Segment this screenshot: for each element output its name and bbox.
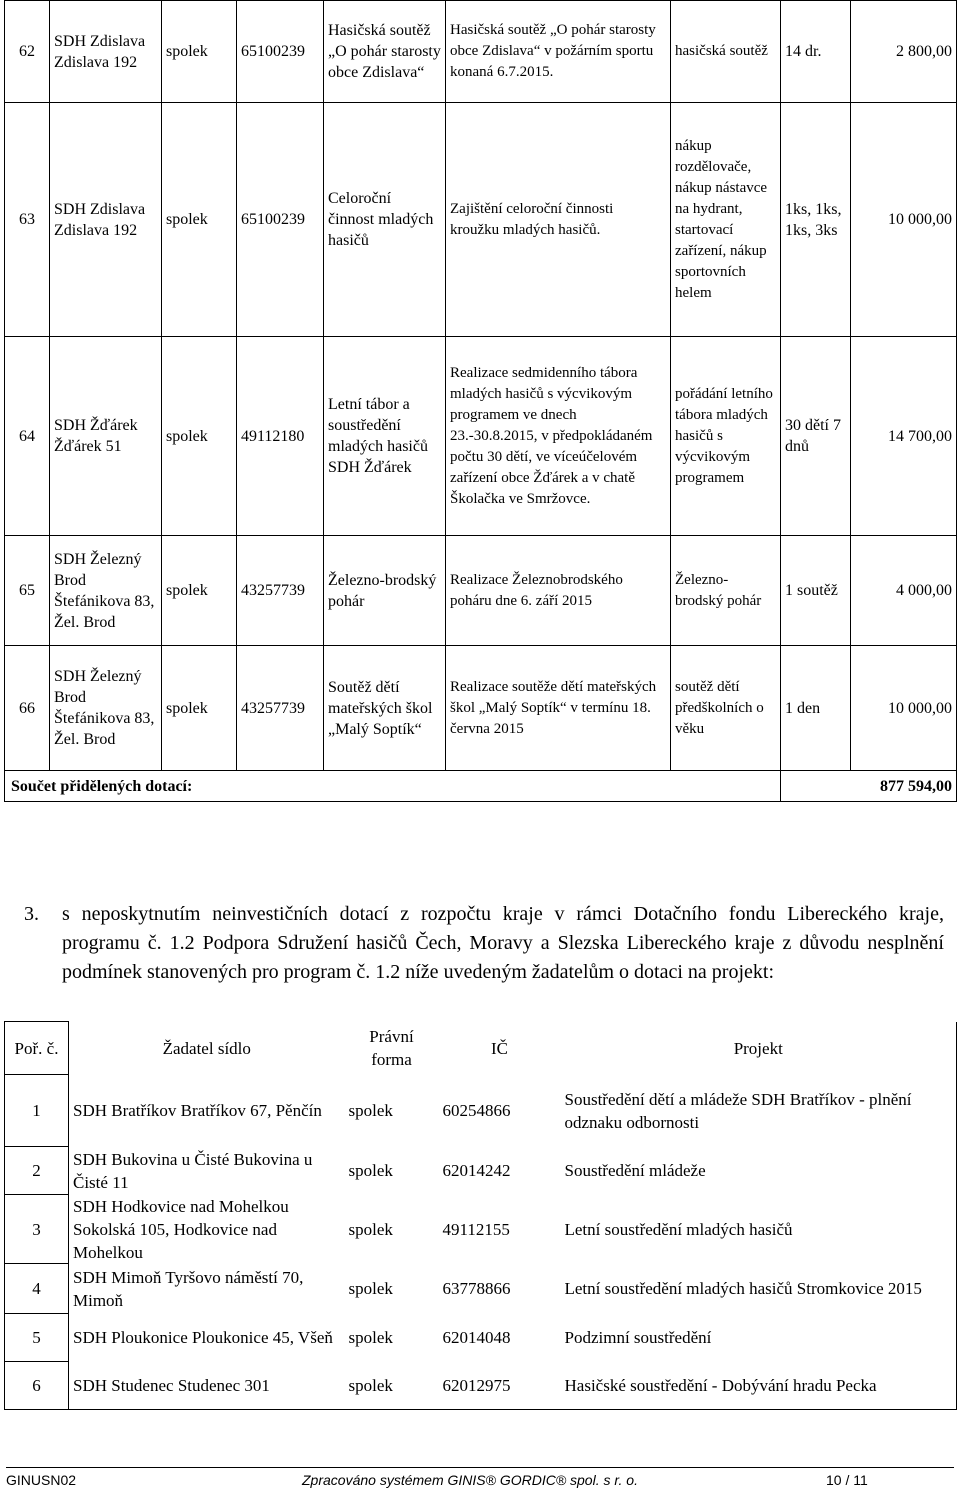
cell-ic: 65100239 bbox=[237, 103, 324, 337]
rejected-cell-form: spolek bbox=[348, 1279, 393, 1298]
table-row bbox=[5, 337, 957, 536]
cell-project: Soutěž dětí mateřských škol „Malý Soptík“ bbox=[324, 646, 446, 771]
section-text: s neposkytnutím neinvestičních dotací z rozpočtu kraje v rámci Dotačního fondu Libereckého kraje, programu č. 1.2 Podpora Sdružení hasičů Čech, Moravy a Slezska Libereckého kraje z důvodu nesplnění podmínek stanovených pro program č. 1.2 níže uvedeným žadatelům o dotaci na projekt: bbox=[62, 903, 944, 983]
cell-form: spolek bbox=[162, 646, 237, 771]
cell-form: spolek bbox=[162, 536, 237, 646]
rejected-cell-no: 2 bbox=[5, 1147, 69, 1195]
list-item bbox=[5, 1314, 957, 1362]
cell-ic: 43257739 bbox=[237, 536, 324, 646]
cell-no: 63 bbox=[5, 103, 50, 337]
list-item bbox=[5, 1264, 957, 1314]
total-row bbox=[5, 771, 957, 802]
cell-project: Celoroční činnost mladých hasičů bbox=[324, 103, 446, 337]
rejected-cell-applicant: SDH Hodkovice nad Mohelkou Sokolská 105, Hodkovice nad Mohelkou bbox=[73, 1196, 289, 1262]
cell-applicant: SDH Zdislava Zdislava 192 bbox=[50, 1, 162, 103]
cell-activity: soutěž dětí předškolních o věku bbox=[671, 646, 781, 771]
cell-form: spolek bbox=[162, 337, 237, 536]
rejected-cell-applicant: SDH Studenec Studenec 301 bbox=[69, 1362, 345, 1410]
grants-table bbox=[4, 0, 957, 802]
rejected-cell-form: spolek bbox=[345, 1362, 439, 1410]
rejected-cell-applicant: SDH Ploukonice Ploukonice 45, Všeň bbox=[73, 1328, 333, 1347]
footer-processed: Zpracováno systémem GINIS® GORDIC® spol. s r. o. bbox=[302, 1472, 638, 1488]
cell-amount: 1 soutěž bbox=[781, 536, 851, 646]
rejected-cell-form: spolek bbox=[348, 1219, 393, 1239]
cell-applicant: SDH Železný Brod Štefánikova 83, Žel. Brod bbox=[50, 536, 162, 646]
table-row bbox=[5, 1, 957, 103]
cell-applicant: SDH Železný Brod Štefánikova 83, Žel. Brod bbox=[50, 646, 162, 771]
rejected-cell-applicant: SDH Bratříkov Bratříkov 67, Pěnčín bbox=[73, 1101, 322, 1120]
rejected-cell-form: spolek bbox=[348, 1161, 393, 1180]
cell-no: 62 bbox=[5, 1, 50, 103]
cell-sum: 2 800,00 bbox=[851, 1, 957, 103]
total-value: 877 594,00 bbox=[781, 771, 957, 802]
rejected-cell-project: Letní soustředění mladých hasičů Stromkovice 2015 bbox=[561, 1264, 957, 1314]
cell-project: Hasičská soutěž „O pohár starosty obce Zdislava“ bbox=[324, 1, 446, 103]
rejected-cell-ic: 63778866 bbox=[442, 1279, 511, 1298]
cell-sum: 4 000,00 bbox=[851, 536, 957, 646]
header-project: Projekt bbox=[561, 1022, 957, 1075]
cell-activity: Železno-brodský pohár bbox=[671, 536, 781, 646]
header-form: Právní forma bbox=[369, 1027, 414, 1069]
footer-code: GINUSN02 bbox=[6, 1472, 77, 1488]
rejected-cell-form: spolek bbox=[348, 1328, 393, 1347]
table-row bbox=[5, 536, 957, 646]
rejected-cell-no: 6 bbox=[5, 1362, 69, 1410]
rejected-cell-project: Podzimní soustředění bbox=[561, 1314, 957, 1362]
rejected-cell-project: Soustředění mládeže bbox=[561, 1147, 957, 1195]
section-number: 3. bbox=[24, 903, 39, 925]
rejected-cell-no: 1 bbox=[5, 1075, 69, 1147]
footer-rule bbox=[6, 1467, 954, 1468]
cell-no: 66 bbox=[5, 646, 50, 771]
header-ic: IČ bbox=[491, 1038, 508, 1058]
rejected-cell-no: 5 bbox=[5, 1314, 69, 1362]
cell-sum: 10 000,00 bbox=[851, 646, 957, 771]
cell-purpose: Realizace soutěže dětí mateřských škol „Malý Soptík“ v termínu 18. června 2015 bbox=[446, 646, 671, 771]
cell-no: 65 bbox=[5, 536, 50, 646]
cell-amount: 14 dr. bbox=[781, 1, 851, 103]
list-item bbox=[5, 1147, 957, 1195]
rejected-cell-project: Hasičské soustředění - Dobývání hradu Pecka bbox=[561, 1362, 957, 1410]
list-item bbox=[5, 1362, 957, 1410]
cell-no: 64 bbox=[5, 337, 50, 536]
rejected-cell-applicant: SDH Bukovina u Čisté Bukovina u Čisté 11 bbox=[73, 1149, 313, 1192]
cell-project: Letní tábor a soustředění mladých hasičů SDH Žďárek bbox=[324, 337, 446, 536]
cell-ic: 43257739 bbox=[237, 646, 324, 771]
rejected-cell-project: Soustředění dětí a mládeže SDH Bratříkov - plnění odznaku odbornosti bbox=[561, 1075, 957, 1147]
cell-applicant: SDH Zdislava Zdislava 192 bbox=[50, 103, 162, 337]
cell-purpose: Realizace sedmidenního tábora mladých hasičů s výcvikovým programem ve dnech 23.-30.8.2015, v předpokládaném počtu 30 dětí, ve víceúčelovém zařízení obce Žďárek a v chatě Školačka ve Smržovce. bbox=[446, 337, 671, 536]
rejected-cell-project: Letní soustředění mladých hasičů bbox=[561, 1195, 957, 1264]
cell-applicant: SDH Žďárek Žďárek 51 bbox=[50, 337, 162, 536]
rejected-table bbox=[4, 1021, 957, 1410]
cell-purpose: Zajištění celoroční činnosti kroužku mladých hasičů. bbox=[446, 103, 671, 337]
table-row bbox=[5, 646, 957, 771]
cell-project: Železno-brodský pohár bbox=[324, 536, 446, 646]
cell-amount: 1ks, 1ks, 1ks, 3ks bbox=[781, 103, 851, 337]
total-label: Součet přidělených dotací: bbox=[5, 771, 781, 802]
cell-form: spolek bbox=[162, 103, 237, 337]
rejected-cell-ic: 49112155 bbox=[442, 1219, 510, 1239]
rejected-cell-no: 3 bbox=[5, 1195, 69, 1264]
cell-purpose: Realizace Železnobrodského poháru dne 6. září 2015 bbox=[446, 536, 671, 646]
rejected-cell-no: 4 bbox=[5, 1264, 69, 1314]
rejected-cell-applicant: SDH Mimoň Tyršovo náměstí 70, Mimoň bbox=[73, 1267, 304, 1310]
cell-ic: 49112180 bbox=[237, 337, 324, 536]
cell-amount: 30 dětí 7 dnů bbox=[781, 337, 851, 536]
rejected-header-row bbox=[5, 1022, 957, 1075]
header-no: Poř. č. bbox=[5, 1022, 69, 1075]
header-applicant: Žadatel sídlo bbox=[162, 1038, 251, 1058]
cell-amount: 1 den bbox=[781, 646, 851, 771]
footer-page: 10 / 11 bbox=[826, 1472, 868, 1488]
cell-activity: pořádání letního tábora mladých hasičů s výcvikovým programem bbox=[671, 337, 781, 536]
cell-activity: nákup rozdělovače, nákup nástavce na hydrant, startovací zařízení, nákup sportovních helem bbox=[671, 103, 781, 337]
cell-form: spolek bbox=[162, 1, 237, 103]
cell-activity: hasičská soutěž bbox=[671, 1, 781, 103]
rejected-cell-form: spolek bbox=[348, 1101, 393, 1120]
rejected-cell-ic: 60254866 bbox=[442, 1101, 511, 1120]
list-item bbox=[5, 1195, 957, 1264]
cell-sum: 10 000,00 bbox=[851, 103, 957, 337]
table-row bbox=[5, 103, 957, 337]
rejected-cell-ic: 62014048 bbox=[442, 1328, 511, 1347]
list-item bbox=[5, 1075, 957, 1147]
cell-sum: 14 700,00 bbox=[851, 337, 957, 536]
cell-purpose: Hasičská soutěž „O pohár starosty obce Zdislava“ v požárním sportu konaná 6.7.2015. bbox=[446, 1, 671, 103]
rejected-cell-ic: 62012975 bbox=[439, 1362, 561, 1410]
cell-ic: 65100239 bbox=[237, 1, 324, 103]
rejected-cell-ic: 62014242 bbox=[442, 1161, 511, 1180]
